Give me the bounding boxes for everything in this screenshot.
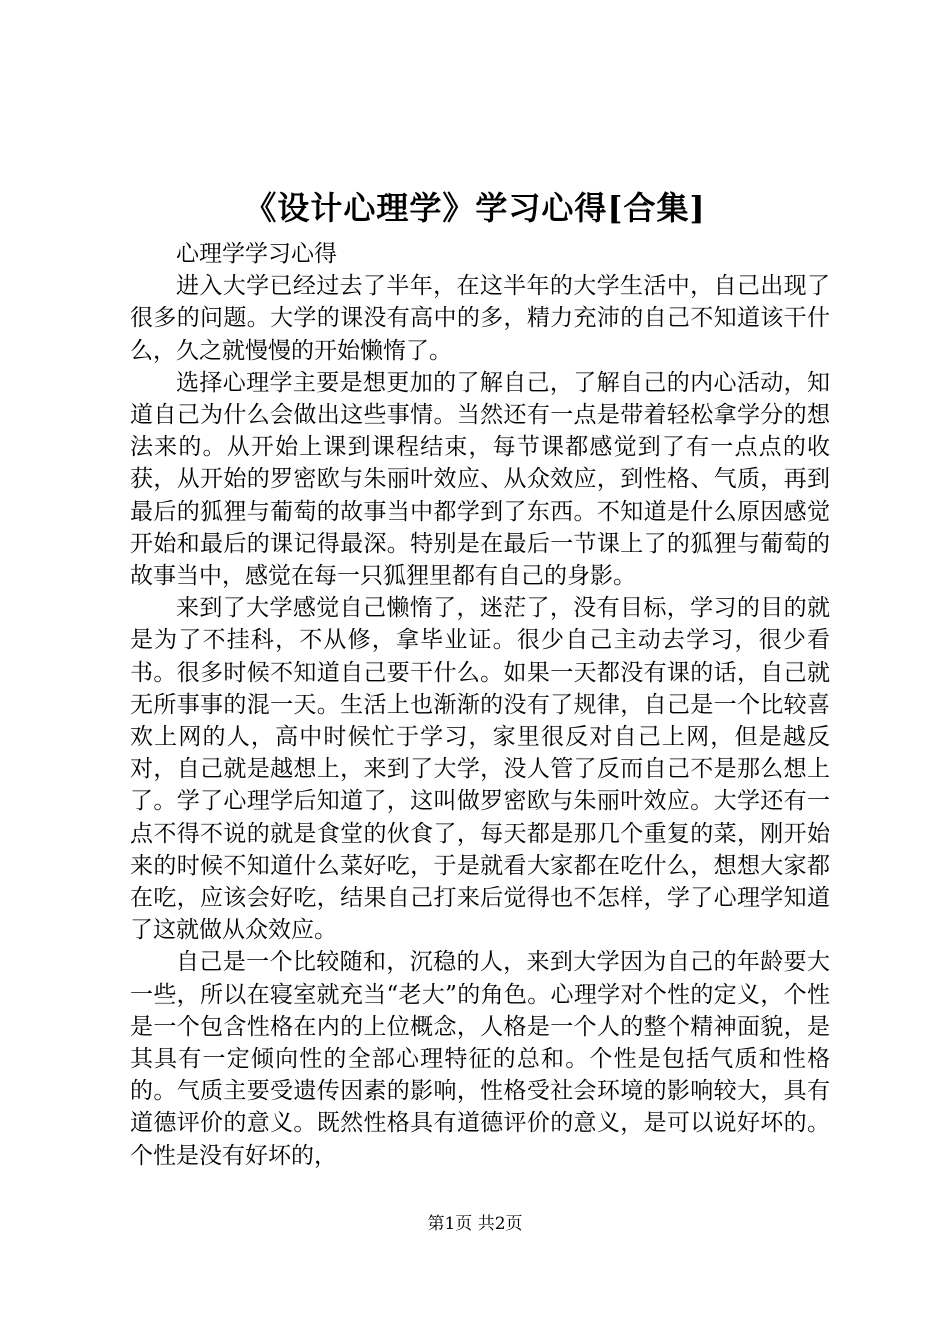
section-heading: 心理学学习心得: [176, 241, 337, 267]
paragraph-1: 进入大学已经过去了半年，在这半年的大学生活中，自己出现了很多的问题。大学的课没有高中的多，精力充沛的自己不知道该干什么，久之就慢慢的开始懒惰了。: [130, 273, 830, 364]
page-number-footer: 第1页 共2页: [427, 1214, 523, 1234]
document-body: [130, 238, 830, 1172]
paragraph-4: 自己是一个比较随和，沉稳的人，来到大学因为自己的年龄要大一些，所以在寝室就充当“老大”的角色。心理学对个性的定义，个性是一个包含性格在内的上位概念，人格是一个人的整个精神面貌，是其具有一定倾向性的全部心理特征的总和。个性是包括气质和性格的。气质主要受遗传因素的影响，性格受社会环境的影响较大，具有道德评价的意义。既然性格具有道德评价的意义，是可以说好坏的。个性是没有好坏的，: [130, 949, 830, 1169]
document-title: 《设计心理学》学习心得[合集]: [244, 189, 706, 227]
paragraph-2: 选择心理学主要是想更加的了解自己，了解自己的内心活动，知道自己为什么会做出这些事情。当然还有一点是带着轻松拿学分的想法来的。从开始上课到课程结束，每节课都感觉到了有一点点的收获，从开始的罗密欧与朱丽叶效应、从众效应，到性格、气质，再到最后的狐狸与葡萄的故事当中都学到了东西。不知道是什么原因感觉开始和最后的课记得最深。特别是在最后一节课上了的狐狸与葡萄的故事当中，感觉在每一只狐狸里都有自己的身影。: [130, 369, 830, 590]
paragraph-3: 来到了大学感觉自己懒惰了，迷茫了，没有目标，学习的目的就是为了不挂科，不从修，拿毕业证。很少自己主动去学习，很少看书。很多时候不知道自己要干什么。如果一天都没有课的话，自己就无所事事的混一天。生活上也渐渐的没有了规律，自己是一个比较喜欢上网的人，高中时候忙于学习，家里很反对自己上网，但是越反对，自己就是越想上，来到了大学，没人管了反而自己不是那么想上了。学了心理学后知道了，这叫做罗密欧与朱丽叶效应。大学还有一点不得不说的就是食堂的伙食了，每天都是那几个重复的菜，刚开始来的时候不知道什么菜好吃，于是就看大家都在吃什么，想想大家都在吃，应该会好吃，结果自己打来后觉得也不怎样，学了心理学知道了这就做从众效应。: [130, 595, 830, 944]
